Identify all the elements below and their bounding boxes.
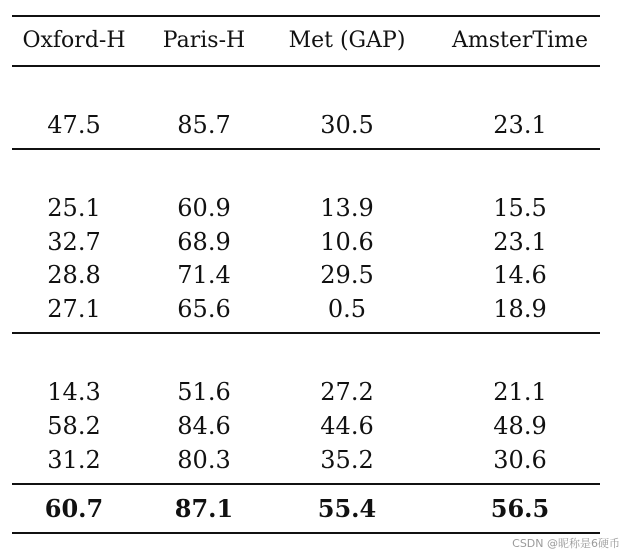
group-rule xyxy=(12,332,600,334)
table-cell: 25.1 xyxy=(47,194,101,222)
table-row xyxy=(0,443,634,477)
group-rule xyxy=(12,148,600,150)
table-cell: 44.6 xyxy=(320,412,374,440)
table-cell: 14.3 xyxy=(47,378,101,406)
header-paris-h: Paris-H xyxy=(162,28,246,53)
table-cell: 31.2 xyxy=(47,446,101,474)
table-cell: 32.7 xyxy=(47,228,101,256)
table-cell: 27.2 xyxy=(320,378,374,406)
group-rule xyxy=(12,483,600,485)
table-cell: 35.2 xyxy=(320,446,374,474)
table-cell: 30.6 xyxy=(493,446,547,474)
table-cell: 60.7 xyxy=(44,494,104,523)
top-rule xyxy=(12,15,600,17)
bottom-rule xyxy=(12,532,600,534)
table-row xyxy=(0,225,634,259)
table-cell: 47.5 xyxy=(47,111,101,139)
table-cell: 14.6 xyxy=(493,261,547,289)
table-cell: 48.9 xyxy=(493,412,547,440)
header-amstertime: AmsterTime xyxy=(451,28,588,53)
table-cell: 55.4 xyxy=(317,494,377,523)
final-result-row xyxy=(0,492,634,526)
table-cell: 15.5 xyxy=(493,194,547,222)
table-cell: 71.4 xyxy=(177,261,231,289)
table-row xyxy=(0,292,634,326)
table-row xyxy=(0,375,634,409)
table-cell: 29.5 xyxy=(320,261,374,289)
table-cell: 65.6 xyxy=(177,295,231,323)
table-cell: 68.9 xyxy=(177,228,231,256)
table-cell: 18.9 xyxy=(493,295,547,323)
table-cell: 60.9 xyxy=(177,194,231,222)
table-cell: 84.6 xyxy=(177,412,231,440)
table-cell: 28.8 xyxy=(47,261,101,289)
header-rule xyxy=(12,65,600,67)
table-cell: 58.2 xyxy=(47,412,101,440)
table-cell: 85.7 xyxy=(177,111,231,139)
table-cell: 87.1 xyxy=(174,494,234,523)
table-cell: 56.5 xyxy=(490,494,550,523)
watermark: CSDN @昵称是6硬币 xyxy=(512,537,620,550)
table-cell: 23.1 xyxy=(493,111,547,139)
table-cell: 30.5 xyxy=(320,111,374,139)
header-oxford-h: Oxford-H xyxy=(22,28,126,53)
table-cell: 10.6 xyxy=(320,228,374,256)
table-cell: 0.5 xyxy=(327,295,367,323)
table-cell: 80.3 xyxy=(177,446,231,474)
table-cell: 23.1 xyxy=(493,228,547,256)
table-cell: 21.1 xyxy=(493,378,547,406)
table-cell: 27.1 xyxy=(47,295,101,323)
table-row xyxy=(0,108,634,142)
table-row xyxy=(0,258,634,292)
table-cell: 51.6 xyxy=(177,378,231,406)
header-met-gap: Met (GAP) xyxy=(288,28,406,53)
table-row xyxy=(0,191,634,225)
header-row xyxy=(0,24,634,58)
table-cell: 13.9 xyxy=(320,194,374,222)
table-row xyxy=(0,409,634,443)
